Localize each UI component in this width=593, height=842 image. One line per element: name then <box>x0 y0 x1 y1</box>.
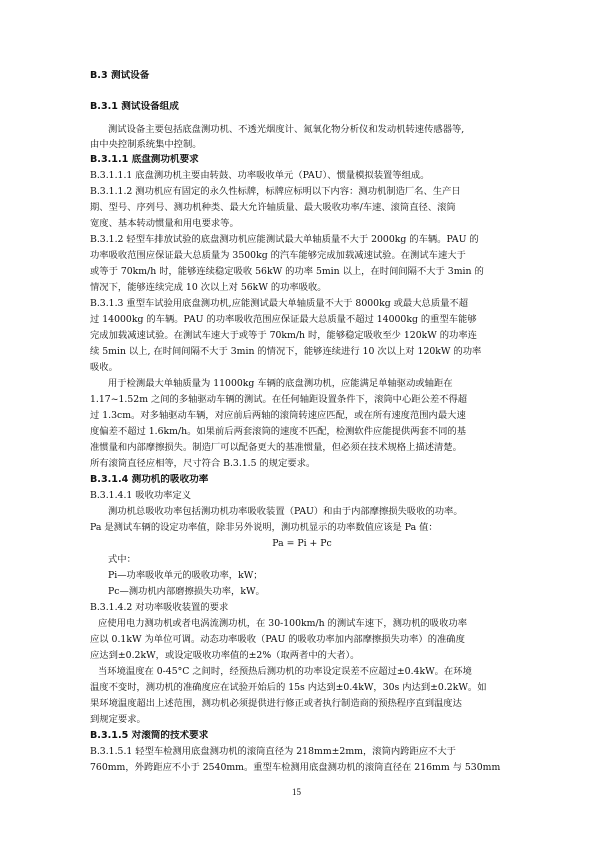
subsection-heading: B.3.1.1 底盘测功机要求 <box>90 154 199 165</box>
paragraph-line: 宽度、基本转动惯量和用电要求等。 <box>90 218 239 229</box>
paragraph-line: 应以 0.1kW 为单位可调。动态功率吸收（PAU 的吸收功率加内部摩擦损失功率）的准确度 <box>90 634 465 645</box>
paragraph-line: Pc—测功机内部磨擦损失功率，kW。 <box>108 586 265 597</box>
paragraph-line: B.3.1.3 重型车试验用底盘测功机,应能测试最大单轴质量不大于 8000kg 或最大总质量不超 <box>90 298 469 309</box>
page-number: 15 <box>292 787 301 797</box>
paragraph-line: 应使用电力测功机或者电涡流测功机，在 30-100km/h 的测试车速下，测功机的吸收功率 <box>98 618 467 629</box>
paragraph-line: 过 14000kg 的车辆。PAU 的功率吸收范围应保证最大总质量不超过 14000kg 的重型车能够 <box>90 314 477 325</box>
paragraph-line: Pa 是测试车辆的设定功率值，除非另外说明，测功机显示的功率数值应该是 Pa 值： <box>90 522 438 533</box>
paragraph-line: 用于检测最大单轴质量为 11000kg 车辆的底盘测功机，应能满足单轴驱动或轴距在 <box>108 378 453 389</box>
paragraph-line: 功率吸收范围应保证最大总质量为 3500kg 的汽车能够完成加载减速试验。在测试车速大于 <box>90 250 466 261</box>
paragraph-line: 到规定要求。 <box>90 714 146 725</box>
paragraph-line: 由中央控制系统集中控制。 <box>90 139 202 150</box>
subsection-heading: B.3.1.5 对滚筒的技术要求 <box>90 730 209 741</box>
paragraph-line: B.3.1.2 轻型车排放试验的底盘测功机应能测试最大单轴质量不大于 2000kg 的车辆。PAU 的 <box>90 234 479 245</box>
formula: Pa = Pi + Pc <box>272 538 332 549</box>
subsection-heading: B.3.1.4 测功机的吸收功率 <box>90 474 209 485</box>
paragraph-line: 式中： <box>108 554 136 565</box>
paragraph-line: B.3.1.1.1 底盘测功机主要由转鼓、功率吸收单元（PAU）、惯量模拟装置等组成。 <box>90 170 430 181</box>
paragraph-line: 果环境温度超出上述范围，测功机必须提供进行修正或者执行制造商的预热程序直到温度达 <box>90 698 462 709</box>
paragraph-line: 760mm，外跨距应不小于 2540mm。重型车检测用底盘测功机的滚筒直径在 216mm 与 530mm <box>90 762 501 773</box>
paragraph-line: 度偏差不超过 1.6km/h。如果前后两套滚筒的速度不匹配，检测软件应能提供两套不同的基 <box>90 426 466 437</box>
paragraph-line: 吸收。 <box>90 362 118 373</box>
section-heading: B.3 测试设备 <box>90 70 150 81</box>
paragraph-line: B.3.1.1.2 测功机应有固定的永久性标牌，标牌应标明以下内容：测功机制造厂名、生产日 <box>90 186 461 197</box>
paragraph-line: 过 1.3cm。对多轴驱动车辆，对应前后两轴的滚筒转速应匹配，或在所有速度范围内最大速 <box>90 410 466 421</box>
paragraph-line: 期、型号、序列号、测功机种类、最大允许轴质量、最大吸收功率/车速、滚筒直径、滚筒 <box>90 202 456 213</box>
paragraph-line: 测试设备主要包括底盘测功机、不透光烟度计、氮氧化物分析仪和发动机转速传感器等, <box>108 124 465 135</box>
paragraph-line: 续 5min 以上, 在时间间隔不大于 3min 的情况下，能够连续进行 10 次以上对 120kW 的功率 <box>90 346 482 357</box>
paragraph-line: 准惯量和内部摩擦损失。制造厂可以配备更大的基准惯量，但必须在技术规格上描述清楚。 <box>90 442 462 453</box>
paragraph-line: 应达到±0.2kW，或设定吸收功率值的±2%（取两者中的大者）。 <box>90 650 360 661</box>
paragraph-line: 测功机总吸收功率包括测功机功率吸收装置（PAU）和由于内部摩擦损失吸收的功率。 <box>108 506 463 517</box>
paragraph-line: 所有滚筒直径应相等，尺寸符合 B.3.1.5 的规定要求。 <box>90 458 316 469</box>
paragraph-line: 当环境温度在 0-45°C 之间时，经预热后测功机的功率设定误差不应超过±0.4kW。在环境 <box>98 666 472 677</box>
paragraph-line: Pi—功率吸收单元的吸收功率，kW； <box>108 570 263 581</box>
subsection-heading: B.3.1 测试设备组成 <box>90 101 179 112</box>
paragraph-line: 或等于 70km/h 时，能够连续稳定吸收 56kW 的功率 5min 以上，在时间间隔不大于 3min 的 <box>90 266 484 277</box>
paragraph-line: B.3.1.5.1 轻型车检测用底盘测功机的滚筒直径为 218mm±2mm，滚筒内跨距应不大于 <box>90 746 456 757</box>
paragraph-line: 完成加载减速试验。在测试车速大于或等于 70km/h 时，能够稳定吸收至少 120kW 的功率连 <box>90 330 477 341</box>
paragraph-line: 情况下，能够连续完成 10 次以上对 56kW 的功率吸收。 <box>90 282 327 293</box>
paragraph-line: 温度不变时，测功机的准确度应在试验开始后的 15s 内达到±0.4kW，30s 内达到±0.2kW。如 <box>90 682 487 693</box>
paragraph-line: B.3.1.4.2 对功率吸收装置的要求 <box>90 602 229 613</box>
paragraph-line: B.3.1.4.1 吸收功率定义 <box>90 490 192 501</box>
paragraph-line: 1.17~1.52m 之间的多轴驱动车辆的测试。在任何轴距设置条件下，滚筒中心距公差不得超 <box>90 394 468 405</box>
